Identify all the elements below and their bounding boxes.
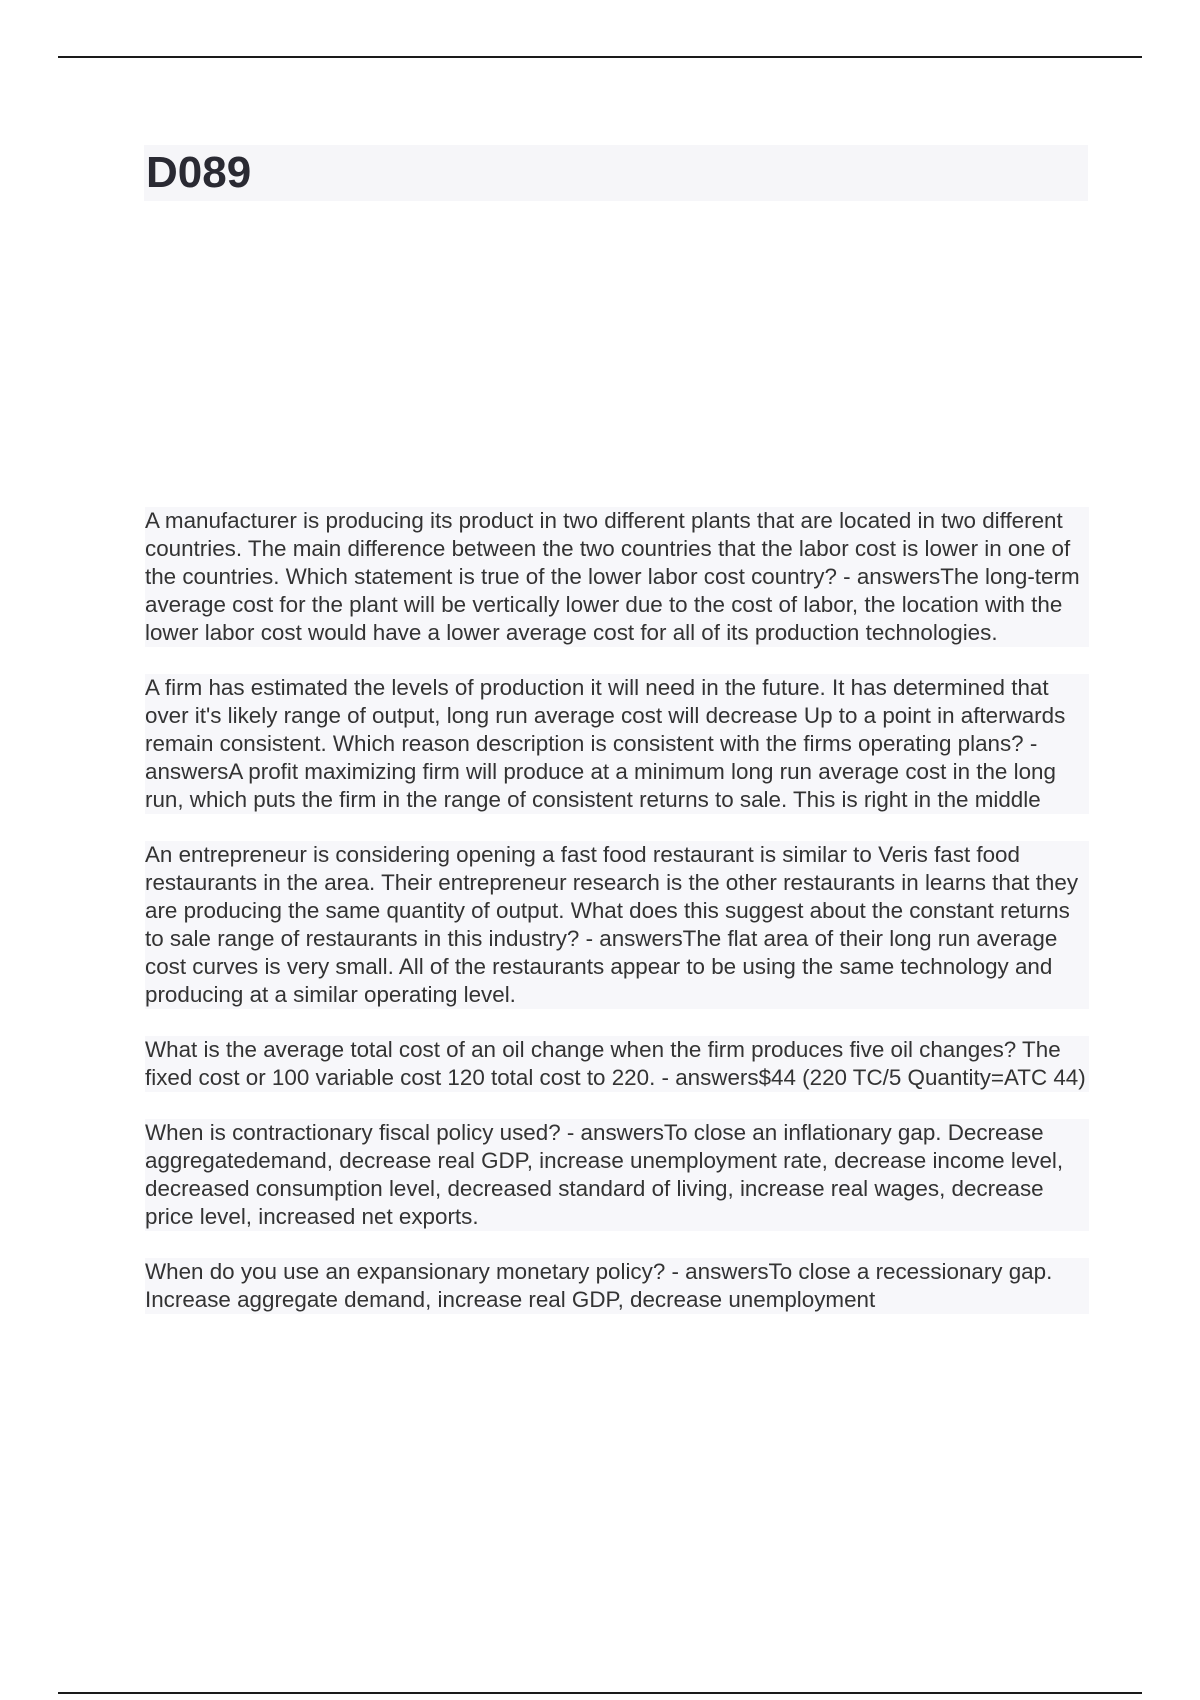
qa-paragraph-1: A manufacturer is producing its product in two different plants that are located in two different countries. The main difference between the two countries that the labor cost is lower in one of the countries. Which statement is true of the lower labor cost country? - answersThe long-term average cost for the plant will be vertically lower due to the cost of labor, the location with the lower labor cost would have a lower average cost for all of its production technologies. [145,507,1089,647]
qa-paragraph-2: A firm has estimated the levels of production it will need in the future. It has determined that over it's likely range of output, long run average cost will decrease Up to a point in afterwards remain consistent. Which reason description is consistent with the firms operating plans? - answersA profit maximizing firm will produce at a minimum long run average cost in the long run, which puts the firm in the range of consistent returns to sale. This is right in the middle [145,674,1089,814]
title-band [144,145,1088,201]
bottom-rule [58,1692,1142,1694]
document-body [145,507,1089,1341]
qa-paragraph-3: An entrepreneur is considering opening a fast food restaurant is similar to Veris fast food restaurants in the area. Their entrepreneur research is the other restaurants in learns that they are producing the same quantity of output. What does this suggest about the constant returns to sale range of restaurants in this industry? - answersThe flat area of their long run average cost curves is very small. All of the restaurants appear to be using the same technology and producing at a similar operating level. [145,841,1089,1009]
qa-paragraph-5: When is contractionary fiscal policy used? - answersTo close an inflationary gap. Decrease aggregatedemand, decrease real GDP, increase unemployment rate, decrease income level, decreased consumption level, decreased standard of living, increase real wages, decrease price level, increased net exports. [145,1119,1089,1231]
qa-paragraph-4: What is the average total cost of an oil change when the firm produces five oil changes? The fixed cost or 100 variable cost 120 total cost to 220. - answers$44 (220 TC/5 Quantity=ATC 44) [145,1036,1089,1092]
top-rule [58,56,1142,58]
qa-paragraph-6: When do you use an expansionary monetary policy? - answersTo close a recessionary gap. Increase aggregate demand, increase real GDP, decrease unemployment [145,1258,1089,1314]
document-title: D089 [146,148,252,197]
